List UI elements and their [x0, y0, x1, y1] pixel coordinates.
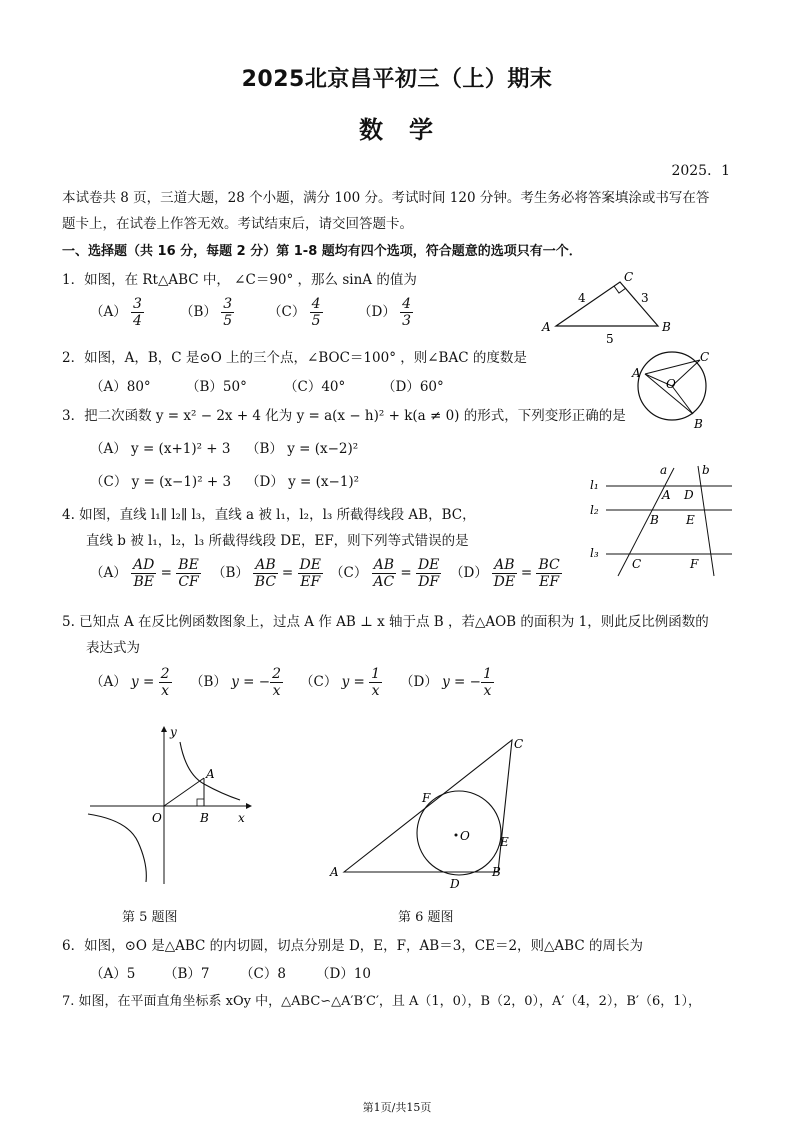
- q5-figure-caption: 第 5 题图: [122, 910, 178, 925]
- q6-label-d: D: [450, 877, 460, 890]
- q5-option-c: （C） y = $\frac{1}{x}$: [300, 666, 381, 699]
- q3-option-c: （C） y = (x−1)² + 3: [90, 474, 232, 490]
- q4-label-b-line: b: [702, 463, 710, 477]
- q4-parallel-lines-figure: [586, 458, 736, 584]
- q4-label-l1: l₁: [590, 478, 599, 492]
- q4-option-c: （C） $\frac{AB}{AC}$ = $\frac{DE}{DF}$: [330, 557, 440, 590]
- q1-label-c: C: [624, 270, 634, 284]
- page-footer: 第1页/共15页: [362, 1101, 432, 1114]
- q2-label-b: B: [694, 417, 703, 431]
- q2-option-d: （D）60°: [382, 379, 444, 395]
- q2-stem: 2．如图，A，B，C 是⊙O 上的三个点，∠BOC＝100° ，则∠BAC 的度数是: [62, 350, 527, 366]
- exam-date: 2025．1: [671, 163, 730, 179]
- q1-stem: 1．如图，在 Rt△ABC 中， ∠C＝90° ，那么 sinA 的值为: [62, 272, 417, 288]
- q1-option-d: （D） $\frac{4}{3}$: [358, 296, 412, 329]
- q5-stem-2: 表达式为: [86, 640, 140, 656]
- q4-label-l2: l₂: [590, 503, 599, 517]
- instructions-line-2: 题卡上，在试卷上作答无效。考试结束后，请交回答题卡。: [62, 216, 413, 232]
- q7-stem: 7. 如图，在平面直角坐标系 xOy 中，△ABC∽△A′B′C′，且 A（1，0），B（2，0），A′（4，2），B′（6，1），: [62, 994, 701, 1009]
- q6-label-f: F: [422, 791, 431, 805]
- subject-title: 数学: [359, 116, 459, 144]
- q1-option-a: （A） $\frac{3}{4}$: [90, 296, 142, 329]
- q1-triangle-figure: [538, 268, 678, 348]
- q5-label-x: x: [238, 811, 245, 825]
- q5-option-b: （B） y = − $\frac{2}{x}$: [190, 666, 281, 699]
- q5-option-a: （A） y = $\frac{2}{x}$: [90, 666, 170, 699]
- q6-incircle-figure: [326, 730, 536, 890]
- q1-option-b: （B） $\frac{3}{5}$: [180, 296, 233, 329]
- q3-option-b: （B） y = (x−2)²: [246, 441, 359, 457]
- q4-label-F: F: [690, 557, 699, 571]
- q6-option-b: （B）7: [164, 966, 210, 982]
- q6-label-o: O: [460, 829, 470, 843]
- q1-label-b: B: [662, 320, 671, 334]
- q2-label-c: C: [700, 350, 710, 364]
- q6-option-d: （D）10: [316, 966, 372, 982]
- q3-option-a: （A） y = (x+1)² + 3: [90, 441, 231, 457]
- q2-label-a: A: [632, 366, 641, 380]
- q4-label-B: B: [650, 513, 659, 527]
- q4-stem-1: 4. 如图，直线 l₁∥ l₂∥ l₃，直线 a 被 l₁，l₂，l₃ 所截得线段 AB，BC，: [62, 507, 476, 523]
- q1-label-ab: 5: [606, 332, 614, 346]
- q6-figure-caption: 第 6 题图: [398, 910, 454, 925]
- q1-option-c: （C） $\frac{4}{5}$: [268, 296, 321, 329]
- q5-label-b: B: [200, 811, 209, 825]
- section-heading: 一、选择题（共 16 分，每题 2 分）第 1-8 题均有四个选项，符合题意的选项只有一个．: [62, 244, 582, 259]
- q6-label-c: C: [514, 737, 524, 751]
- q6-option-c: （C）8: [240, 966, 286, 982]
- q5-option-d: （D） y = − $\frac{1}{x}$: [400, 666, 492, 699]
- q2-option-c: （C）40°: [284, 379, 346, 395]
- q4-label-A: A: [662, 488, 671, 502]
- instructions-line-1: 本试卷共 8 页，三道大题，28 个小题，满分 100 分。考试时间 120 分钟。考生务必将答案填涂或书写在答: [62, 190, 710, 206]
- q6-option-a: （A）5: [90, 966, 136, 982]
- q1-label-ac: 4: [578, 291, 586, 305]
- q6-label-b: B: [492, 865, 501, 879]
- q1-label-bc: 3: [641, 291, 649, 305]
- q4-label-l3: l₃: [590, 546, 599, 560]
- q5-label-a: A: [206, 767, 215, 781]
- q4-option-b: （B） $\frac{AB}{BC}$ = $\frac{DE}{EF}$: [212, 557, 321, 590]
- q3-option-d: （D） y = (x−1)²: [246, 474, 360, 490]
- q6-stem: 6．如图，⊙O 是△ABC 的内切圆，切点分别是 D，E，F，AB＝3，CE＝2，则△ABC 的周长为: [62, 938, 643, 954]
- q6-label-e: E: [500, 835, 509, 849]
- q3-stem: 3．把二次函数 y = x² − 2x + 4 化为 y = a(x − h)² + k(a ≠ 0) 的形式，下列变形正确的是: [62, 408, 626, 424]
- q2-option-a: （A）80°: [90, 379, 151, 395]
- q1-label-a: A: [542, 320, 551, 334]
- q4-label-a-line: a: [660, 463, 668, 477]
- q2-circle-figure: [622, 346, 722, 434]
- exam-title: 2025北京昌平初三（上）期末: [241, 67, 553, 92]
- q4-label-C: C: [632, 557, 642, 571]
- q4-stem-2: 直线 b 被 l₁，l₂，l₃ 所截得线段 DE，EF，则下列等式错误的是: [86, 533, 469, 549]
- q5-hyperbola-figure: [86, 724, 256, 894]
- q2-label-o: O: [666, 377, 676, 391]
- q4-option-a: （A） $\frac{AD}{BE}$ = $\frac{BE}{CF}$: [90, 557, 199, 590]
- q5-label-y: y: [170, 725, 177, 739]
- q2-option-b: （B）50°: [186, 379, 247, 395]
- q4-option-d: （D） $\frac{AB}{DE}$ = $\frac{BC}{EF}$: [450, 557, 560, 590]
- q5-stem-1: 5. 已知点 A 在反比例函数图象上，过点 A 作 AB ⊥ x 轴于点 B ，若△AOB 的面积为 1，则此反比例函数的: [62, 614, 709, 630]
- q4-label-E: E: [686, 513, 695, 527]
- q6-label-a: A: [330, 865, 339, 879]
- q4-label-D: D: [684, 488, 694, 502]
- q5-label-o: O: [152, 811, 162, 825]
